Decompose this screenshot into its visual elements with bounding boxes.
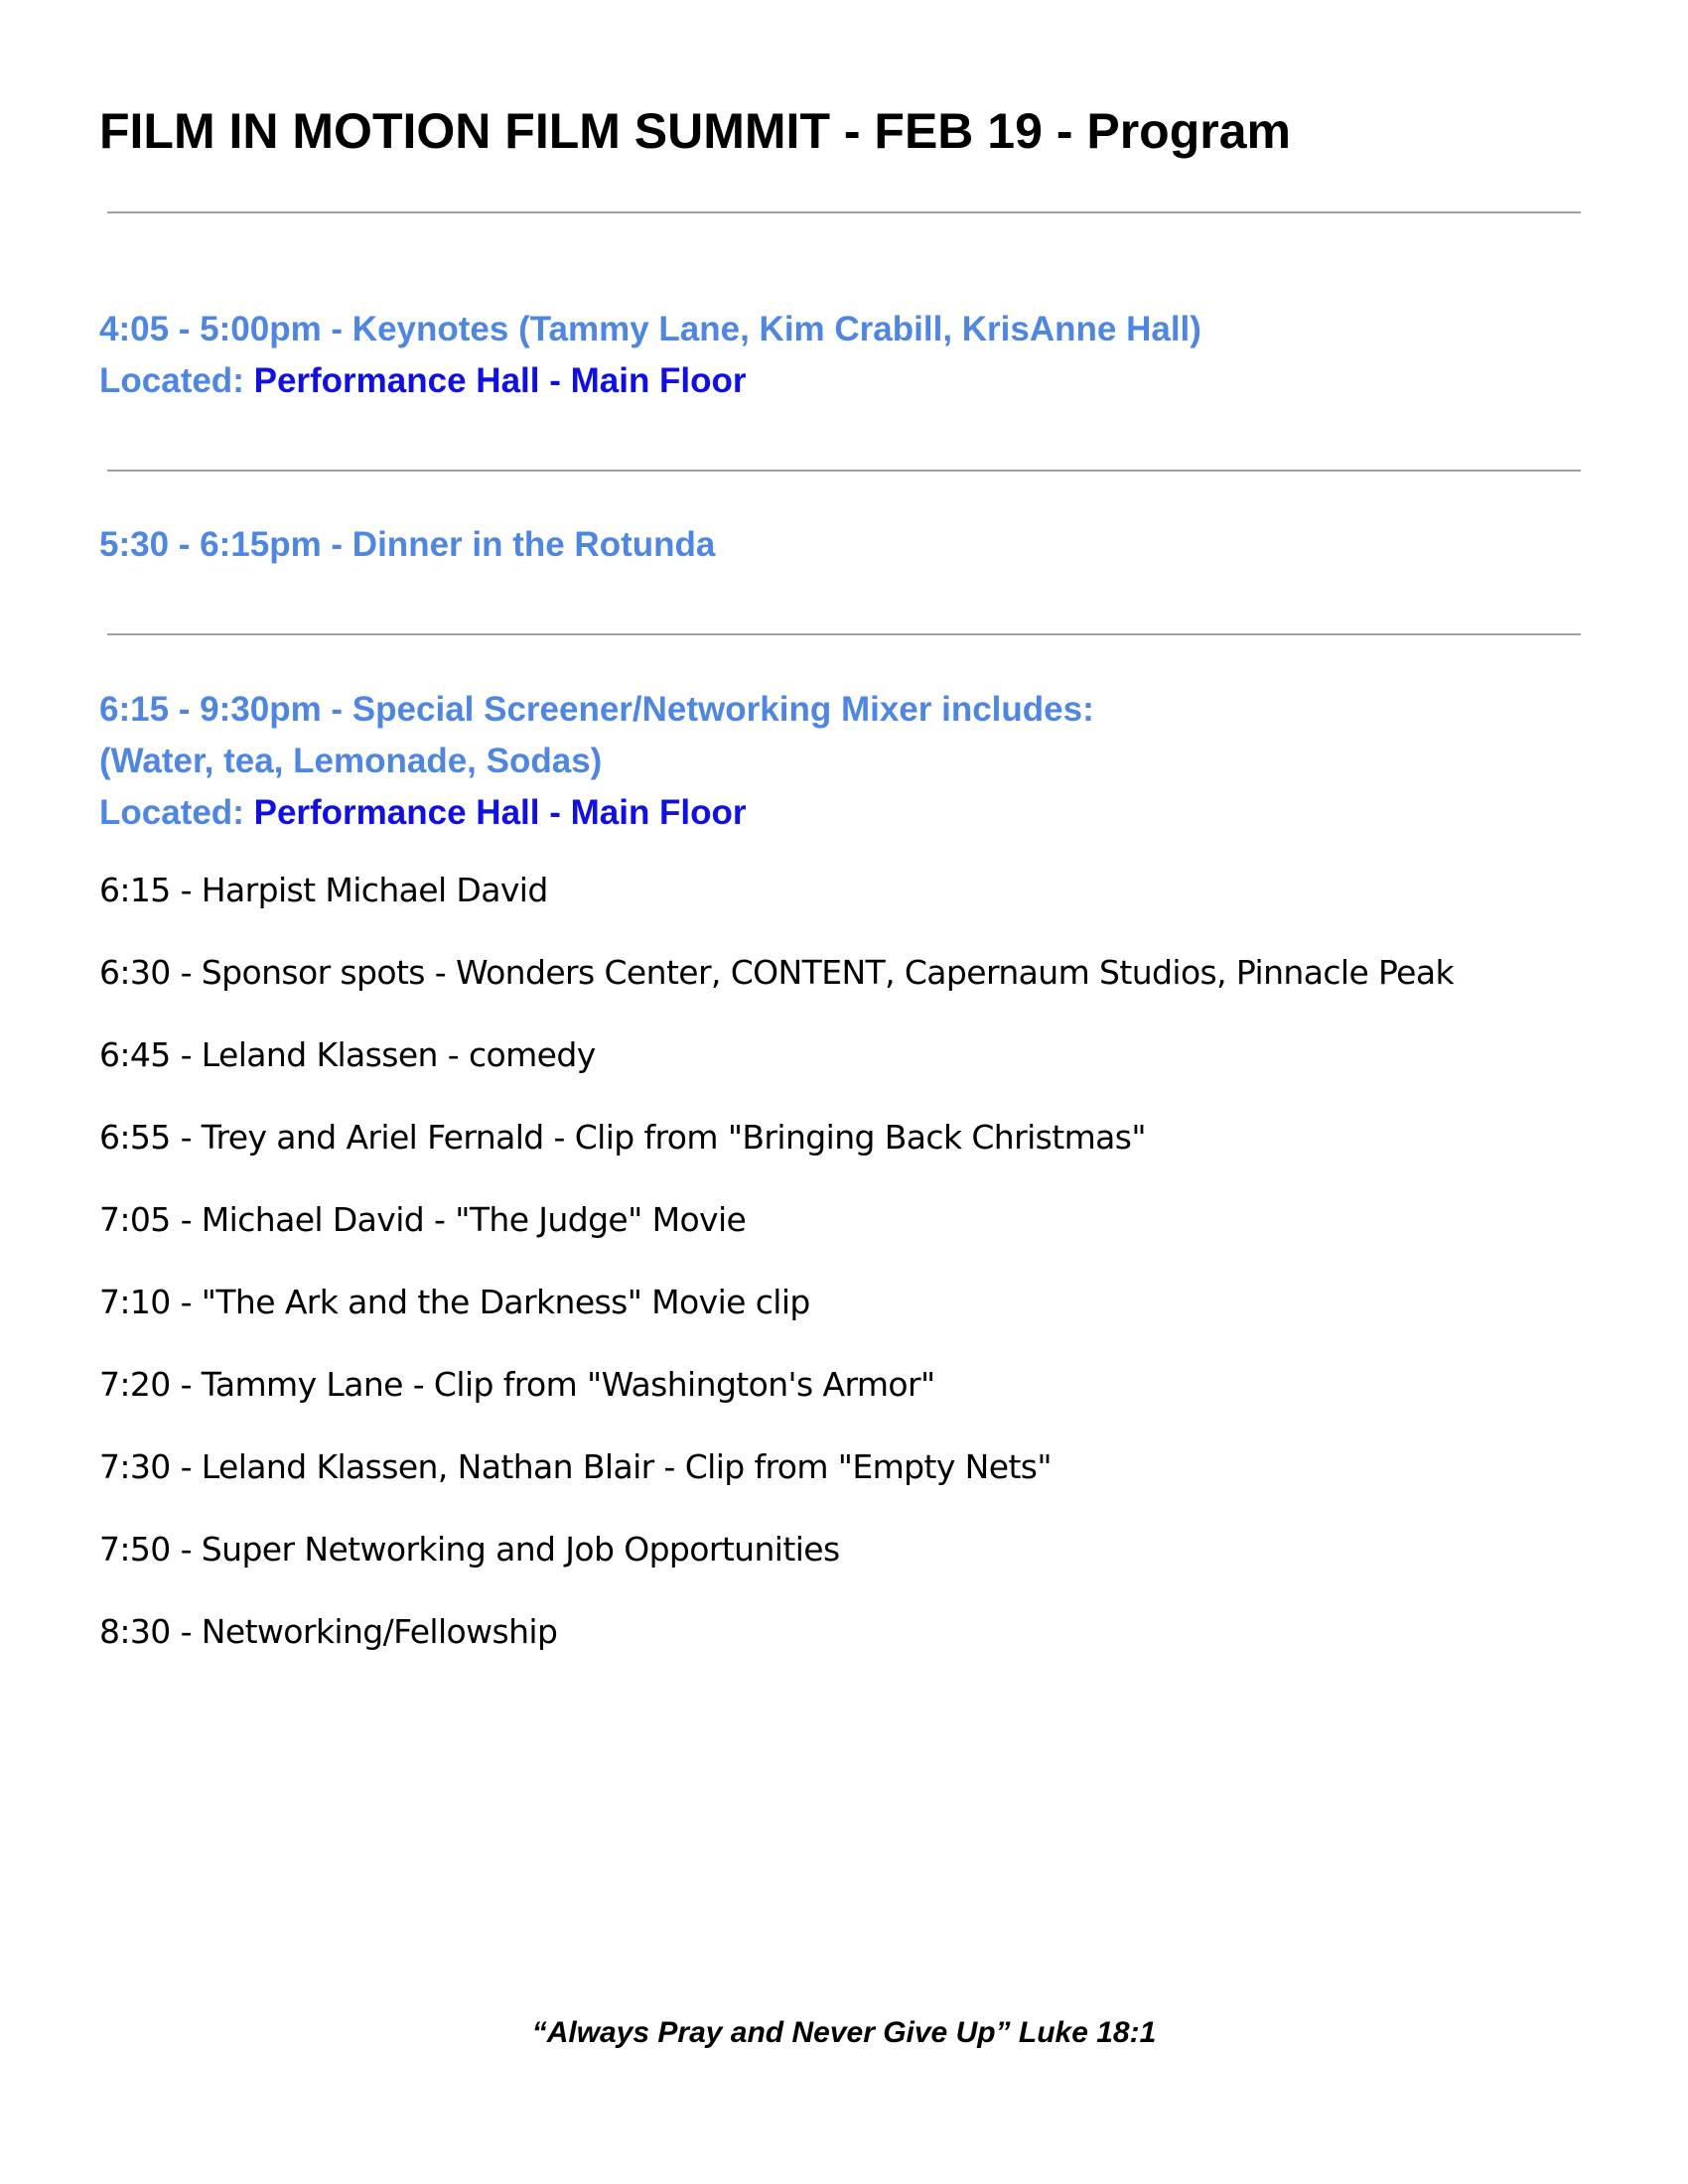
- program-item: 7:05 - Michael David - "The Judge" Movie: [99, 1200, 747, 1239]
- program-item: 6:15 - Harpist Michael David: [99, 871, 548, 909]
- section-dinner: [99, 519, 715, 571]
- program-item: 6:45 - Leland Klassen - comedy: [99, 1035, 596, 1074]
- section-heading: 6:15 - 9:30pm - Special Screener/Networking Mixer includes:: [99, 690, 1094, 729]
- program-item: 7:20 - Tammy Lane - Clip from "Washington's Armor": [99, 1365, 935, 1404]
- section-location: [99, 355, 1201, 407]
- page-title: FILM IN MOTION FILM SUMMIT - FEB 19 - Program: [99, 103, 1291, 159]
- program-list: [99, 871, 1454, 1695]
- divider: [107, 633, 1581, 635]
- program-item: 8:30 - Networking/Fellowship: [99, 1612, 558, 1651]
- section-keynotes: [99, 304, 1201, 407]
- section-location: [99, 787, 1094, 839]
- program-item: 6:55 - Trey and Ariel Fernald - Clip from "Bringing Back Christmas": [99, 1118, 1146, 1157]
- program-item: 6:30 - Sponsor spots - Wonders Center, CONTENT, Capernaum Studios, Pinnacle Peak: [99, 953, 1454, 992]
- program-item: 7:30 - Leland Klassen, Nathan Blair - Clip from "Empty Nets": [99, 1447, 1052, 1486]
- location-label: Located:: [99, 793, 244, 832]
- program-item: 7:50 - Super Networking and Job Opportunities: [99, 1530, 840, 1569]
- section-heading: 4:05 - 5:00pm - Keynotes (Tammy Lane, Kim Crabill, KrisAnne Hall): [99, 310, 1201, 348]
- section-heading: 5:30 - 6:15pm - Dinner in the Rotunda: [99, 525, 716, 564]
- location-label: Located:: [99, 361, 244, 400]
- location-place: Performance Hall - Main Floor: [253, 361, 747, 400]
- location-place: Performance Hall - Main Floor: [253, 793, 747, 832]
- divider: [107, 470, 1581, 472]
- section-heading-line2: (Water, tea, Lemonade, Sodas): [99, 742, 603, 780]
- program-item: 7:10 - "The Ark and the Darkness" Movie clip: [99, 1283, 810, 1321]
- section-mixer: [99, 684, 1094, 839]
- footer-quote: “Always Pray and Never Give Up” Luke 18:1: [531, 2016, 1157, 2049]
- divider: [107, 211, 1581, 213]
